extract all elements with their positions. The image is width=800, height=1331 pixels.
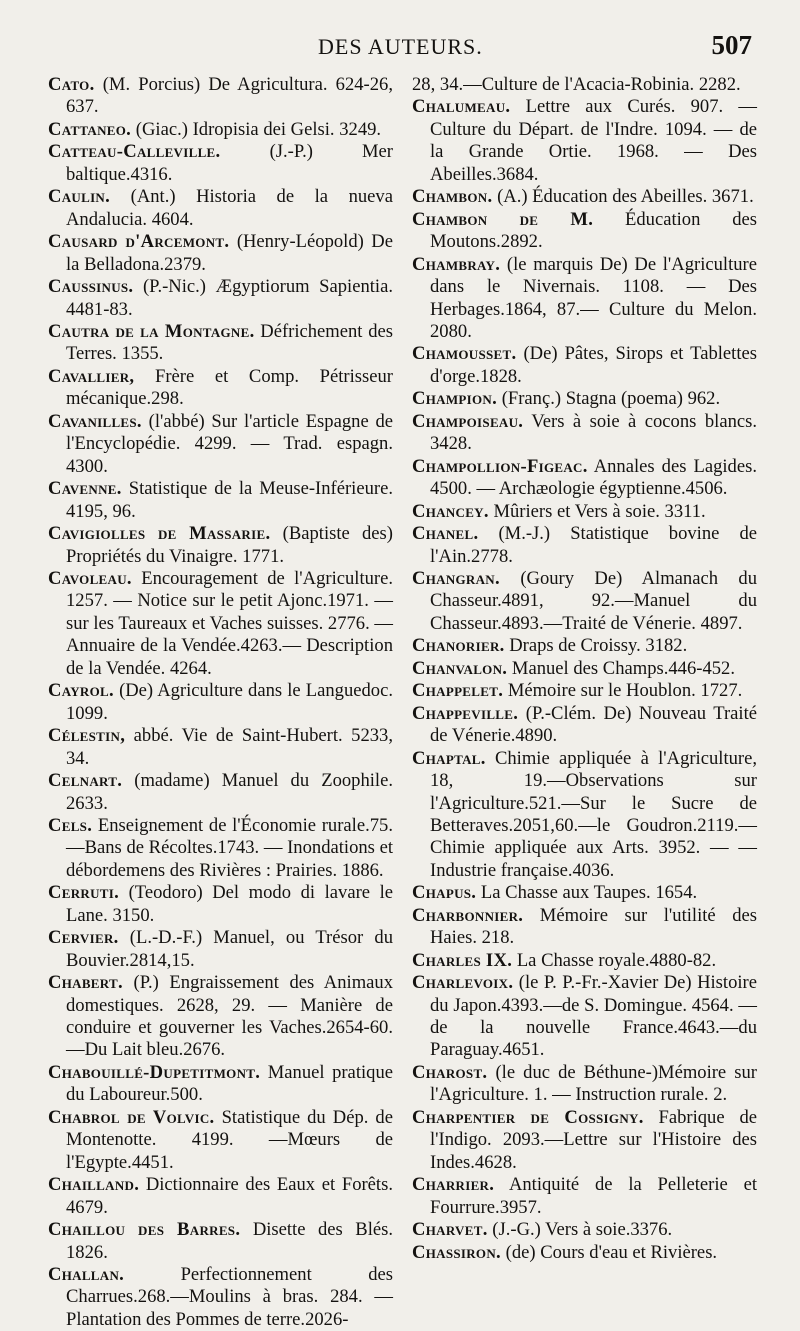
index-entry	[48, 523, 393, 568]
author-name: Champollion-Figeac.	[412, 455, 588, 477]
entry-text: Manuel des Champs.446-452.	[511, 657, 736, 679]
author-name: Cervier.	[48, 927, 119, 949]
author-name: Cavoleau.	[48, 567, 132, 589]
left-column	[48, 74, 393, 1331]
author-name: Cautra de la Montagne.	[48, 320, 255, 342]
entry-text: La Chasse aux Taupes. 1654.	[480, 882, 698, 904]
author-name: Célestin,	[48, 725, 126, 747]
author-name: Chanorier.	[412, 635, 505, 657]
index-entry	[48, 366, 393, 411]
author-name: Celnart.	[48, 770, 123, 792]
index-entry	[412, 658, 757, 680]
index-entry	[412, 1242, 757, 1264]
author-name: Chapus.	[412, 882, 477, 904]
entry-text: (Henry-Léopold) De la Belladona.2379.	[66, 231, 393, 275]
index-entry	[48, 478, 393, 523]
entry-text: (De) Agriculture dans le Languedoc. 1099.	[66, 680, 394, 724]
index-entry	[412, 703, 757, 748]
author-name: Charlevoix.	[412, 972, 514, 994]
index-entry	[48, 74, 393, 119]
index-entry	[48, 231, 393, 276]
author-name: Chabrol de Volvic.	[48, 1106, 215, 1128]
index-entry	[412, 635, 757, 657]
author-name: Cayrol.	[48, 680, 114, 702]
index-entry	[48, 882, 393, 927]
author-name: Caussinus.	[48, 276, 134, 298]
entry-text: abbé. Vie de Saint-Hubert. 5233, 34.	[66, 725, 393, 769]
entry-text: (Giac.) Idropisia dei Gelsi. 3249.	[135, 118, 382, 140]
index-entry	[48, 119, 393, 141]
index-entry	[412, 972, 757, 1062]
index-entry	[48, 1174, 393, 1219]
index-entry	[412, 748, 757, 883]
index-entry	[48, 1219, 393, 1264]
author-name: Chancey.	[412, 500, 489, 522]
index-entry	[412, 411, 757, 456]
entry-text: 28, 34.—Culture de l'Acacia-Robinia. 2282.	[412, 74, 741, 95]
entry-text: Manuel pratique du Laboureur.500.	[66, 1061, 393, 1106]
index-entry	[412, 1107, 757, 1174]
index-entry	[412, 1219, 757, 1241]
entry-text: (J.-P.) Mer baltique.4316.	[66, 141, 393, 185]
index-entry	[412, 950, 757, 972]
index-entry	[412, 568, 757, 635]
entry-text: (L.-D.-F.) Manuel, ou Trésor du Bouvier.2814,15.	[66, 927, 393, 971]
entry-text: Mémoire sur le Houblon. 1727.	[507, 680, 743, 702]
running-title: DES AUTEURS.	[318, 34, 483, 59]
entry-text: Chimie appliquée à l'Agriculture, 18, 19.—Observations sur l'Agriculture.521.—Sur le Sucre de Betteraves.2051,60.—le Goudron.2119.— Chimie appliquée aux Arts. 3952. — —Industrie française.4036.	[430, 747, 757, 881]
entry-text: Éducation des Moutons.2892.	[430, 208, 757, 253]
entry-text: (M.-J.) Statistique bovine de l'Ain.2778.	[430, 523, 757, 567]
entry-text: (P.-Nic.) Ægyptiorum Sapientia. 4481-83.	[66, 276, 393, 320]
author-name: Challan.	[48, 1264, 125, 1286]
index-entry	[412, 456, 757, 501]
author-name: Charpentier de Cossigny.	[412, 1106, 644, 1128]
author-name: Chappeville.	[412, 702, 519, 724]
entry-text: (De) Pâtes, Sirops et Tablettes d'orge.1828.	[430, 343, 757, 387]
entry-text: Mémoire sur l'utilité des Haies. 218.	[430, 904, 757, 949]
index-entry	[48, 770, 393, 815]
author-name: Charost.	[412, 1061, 488, 1083]
author-name: Chabouillé-Dupetitmont.	[48, 1061, 261, 1083]
author-name: Charrier.	[412, 1174, 495, 1196]
index-entry	[412, 905, 757, 950]
entry-text: (le P. P.-Fr.-Xavier De) Histoire du Japon.4393.—de S. Domingue. 4564. — de la nouvelle France.4643.—du Paraguay.4651.	[430, 972, 757, 1061]
index-entry	[48, 411, 393, 478]
author-name: Chabert.	[48, 972, 123, 994]
author-name: Champion.	[412, 388, 498, 410]
entry-text: Mûriers et Vers à soie. 3311.	[493, 500, 706, 522]
entry-text: Annales des Lagides. 4500. — Archæologie égyptienne.4506.	[430, 455, 757, 500]
entry-text: Lettre aux Curés. 907. — Culture du Départ. de l'Indre. 1094. — de la Grande Ortie. 1968. — Des Abeilles.3684.	[430, 96, 757, 185]
author-name: Charles IX.	[412, 949, 513, 971]
entry-text: Draps de Croissy. 3182.	[509, 635, 688, 657]
entry-text: (de) Cours d'eau et Rivières.	[505, 1241, 718, 1263]
entry-text: Frère et Comp. Pétrisseur mécanique.298.	[66, 365, 393, 410]
index-entry	[48, 927, 393, 972]
author-name: Cattaneo.	[48, 118, 132, 140]
author-name: Chailland.	[48, 1174, 140, 1196]
index-entry	[412, 501, 757, 523]
entry-text: Encouragement de l'Agriculture. 1257. — Notice sur le petit Ajonc.1971. — sur les Taureaux et Vaches suisses. 2776. — Annuaire de la Vendée.4263.— Description de la Vendée. 4264.	[66, 567, 394, 679]
author-name: Chambray.	[412, 253, 501, 275]
entry-text: Fabrique de l'Indigo. 2093.—Lettre sur l'Histoire des Indes.4628.	[430, 1106, 757, 1173]
author-name: Champoiseau.	[412, 410, 524, 432]
index-entry	[48, 568, 393, 680]
index-entry	[412, 343, 757, 388]
entry-text: (Teodoro) Del modo di lavare le Lane. 3150.	[66, 882, 393, 926]
index-entry	[412, 254, 757, 344]
entry-text: Disette des Blés. 1826.	[66, 1219, 394, 1263]
index-entry	[48, 141, 393, 186]
author-name: Charbonnier.	[412, 904, 524, 926]
author-name: Charvet.	[412, 1219, 488, 1241]
index-entry	[412, 209, 757, 254]
author-name: Cavigiolles de Massarie.	[48, 523, 271, 545]
author-name: Chaillou des Barres.	[48, 1219, 241, 1241]
entry-text: Défrichement des Terres. 1355.	[66, 320, 393, 365]
index-entry	[48, 321, 393, 366]
index-entry	[48, 725, 393, 770]
entry-text: (J.-G.) Vers à soie.3376.	[492, 1219, 673, 1241]
index-entry	[412, 1174, 757, 1219]
index-entry	[412, 523, 757, 568]
entry-text: Vers à soie à cocons blancs. 3428.	[430, 410, 758, 455]
right-column	[412, 74, 757, 1264]
index-entry	[412, 186, 757, 208]
entry-text: (Baptiste des) Propriétés du Vinaigre. 1771.	[66, 523, 393, 567]
index-entry	[48, 1062, 393, 1107]
entry-text: (madame) Manuel du Zoophile. 2633.	[66, 770, 393, 814]
entry-text: (le duc de Béthune-)Mémoire sur l'Agriculture. 1. — Instruction rurale. 2.	[430, 1061, 757, 1106]
entry-text: (P.-Clém. De) Nouveau Traité de Vénerie.4890.	[430, 702, 757, 747]
author-name: Cels.	[48, 814, 93, 836]
running-head	[0, 30, 800, 66]
author-name: Cavenne.	[48, 478, 122, 500]
entry-text: (A.) Éducation des Abeilles. 3671.	[497, 186, 754, 208]
entry-text: Perfectionnement des Charrues.268.—Moulins à bras. 284. — Plantation des Pommes de terre.2026-	[66, 1264, 393, 1330]
entry-text: Statistique de la Meuse-Inférieure. 4195, 96.	[66, 478, 393, 522]
author-name: Chanel.	[412, 523, 479, 545]
index-entry	[412, 882, 757, 904]
index-entry	[412, 74, 757, 96]
entry-text: Statistique du Dép. de Montenotte. 4199. —Mœurs de l'Egypte.4451.	[66, 1106, 393, 1173]
entry-text: Dictionnaire des Eaux et Forêts. 4679.	[66, 1174, 393, 1218]
author-name: Caulin.	[48, 186, 111, 208]
index-entry	[412, 680, 757, 702]
index-entry	[412, 96, 757, 186]
index-entry	[48, 680, 393, 725]
author-name: Cato.	[48, 74, 95, 95]
index-entry	[48, 1264, 393, 1331]
author-name: Catteau-Calleville.	[48, 141, 221, 163]
index-entry	[412, 388, 757, 410]
author-name: Chappelet.	[412, 680, 504, 702]
entry-text: (M. Porcius) De Agricultura. 624-26, 637.	[66, 74, 393, 118]
entry-text: (Goury De) Almanach du Chasseur.4891, 92.—Manuel du Chasseur.4893.—Traité de Vénerie. 4897.	[430, 567, 757, 634]
author-name: Chanvalon.	[412, 657, 508, 679]
author-name: Chambon.	[412, 186, 493, 208]
index-entry	[48, 276, 393, 321]
entry-text: Antiquité de la Pelleterie et Fourrure.3957.	[430, 1174, 757, 1218]
author-name: Changran.	[412, 567, 500, 589]
index-entry	[48, 1107, 393, 1174]
index-entry	[412, 1062, 757, 1107]
author-name: Chassiron.	[412, 1241, 501, 1263]
page-number: 507	[711, 30, 752, 60]
author-name: Causard d'Arcemont.	[48, 231, 230, 253]
entry-text: (l'abbé) Sur l'article Espagne de l'Encyclopédie. 4299. — Trad. espagn. 4300.	[66, 410, 393, 477]
index-entry	[48, 972, 393, 1062]
author-name: Cerruti.	[48, 882, 120, 904]
author-name: Cavallier,	[48, 365, 135, 387]
entry-text: Enseignement de l'Économie rurale.75.—Bans de Récoltes.1743. — Inondations et débordemens des Rivières : Prairies. 1886.	[66, 814, 393, 881]
entry-text: (Ant.) Historia de la nueva Andalucia. 4604.	[66, 186, 393, 230]
entry-text: La Chasse royale.4880-82.	[516, 949, 717, 971]
index-entry	[48, 815, 393, 882]
index-entry	[48, 186, 393, 231]
entry-text: (P.) Engraissement des Animaux domestiques. 2628, 29. — Manière de conduire et gouverner les Vaches.2654-60.—Du Lait bleu.2676.	[66, 972, 393, 1061]
author-name: Chaptal.	[412, 747, 486, 769]
author-name: Chamousset.	[412, 343, 517, 365]
entry-text: (Franç.) Stagna (poema) 962.	[501, 388, 721, 410]
author-name: Chalumeau.	[412, 96, 511, 118]
author-name: Chambon de M.	[412, 208, 594, 230]
entry-text: (le marquis De) De l'Agriculture dans le Nivernais. 1108. — Des Herbages.1864, 87.— Culture du Melon. 2080.	[430, 253, 757, 342]
author-name: Cavanilles.	[48, 410, 142, 432]
